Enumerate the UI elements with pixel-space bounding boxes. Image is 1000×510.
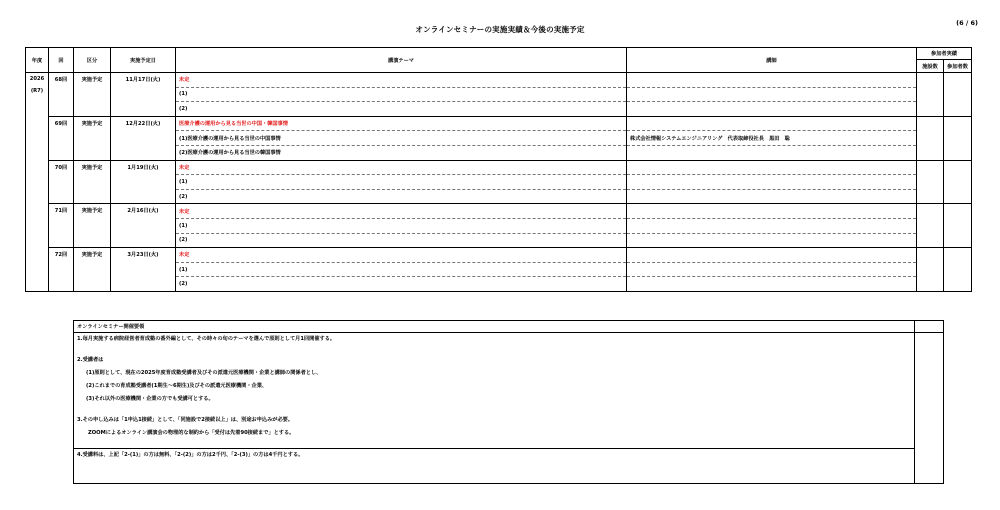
header-year: 年度: [26, 48, 49, 73]
session-category: 実施予定: [74, 73, 111, 117]
facilities-count: [917, 204, 944, 248]
theme-cell: (2): [176, 277, 627, 292]
header-attendance: 参加者実績: [917, 48, 972, 60]
facilities-count: [917, 160, 944, 204]
guideline-item-2-1: (1)原則として、現在の2025年度育成塾受講者及びその派遣元医療機関・企業と講師の関係者とし、: [86, 370, 322, 376]
participants-count: [944, 116, 972, 160]
header-session: 回: [49, 48, 74, 73]
page-title: オンラインセミナーの実施実績＆今後の実施予定: [415, 25, 585, 34]
theme-cell: (2)医療介護の運用から見る当世の韓国事情: [176, 145, 627, 160]
session-date: 12月22日(火): [111, 116, 176, 160]
guideline-item-3: 3.その申し込みは「1申込1接続」として、「同施設で2接続以上」は、別途お申込みが必要。: [77, 417, 294, 423]
theme-cell: (2): [176, 233, 627, 248]
table-row: [26, 248, 972, 263]
theme-cell: 未定: [176, 204, 627, 219]
session-number: 68回: [49, 73, 74, 117]
lecturer-cell: [627, 73, 917, 88]
session-category: 実施予定: [74, 248, 111, 292]
guideline-item-2-3: (3)それ以外の医療機関・企業の方でも受講可とする。: [86, 396, 214, 402]
session-category: 実施予定: [74, 160, 111, 204]
theme-cell: (1): [176, 262, 627, 277]
facilities-count: [917, 248, 944, 292]
session-number: 72回: [49, 248, 74, 292]
table-row: [26, 160, 972, 175]
lecturer-cell: [627, 87, 917, 102]
theme-cell: (1)医療介護の運用から見る当世の中国事情: [176, 131, 627, 146]
lecturer-cell: [627, 145, 917, 160]
header-theme: 講演テーマ: [176, 48, 627, 73]
session-date: 3月23日(火): [111, 248, 176, 292]
facilities-count: [917, 116, 944, 160]
lecturer-cell: [627, 248, 917, 263]
table-row: [26, 116, 972, 131]
lecturer-cell: [627, 116, 917, 131]
guideline-item-1: 1.毎月実施する病院経営者育成塾の番外編として、その時々の旬のテーマを選んで原則として月1回開催する。: [77, 336, 336, 342]
lecturer-cell: [627, 160, 917, 175]
lecturer-cell: [627, 204, 917, 219]
header-date: 実施予定日: [111, 48, 176, 73]
guideline-item-3-note: ZOOMによるオンライン講演会の物理的な制約から「受付は先着90接続まで」とする。: [88, 430, 295, 436]
session-number: 69回: [49, 116, 74, 160]
session-date: 11月17日(火): [111, 73, 176, 117]
page-number: (6 / 6): [956, 19, 978, 27]
theme-cell: 未定: [176, 73, 627, 88]
session-number: 70回: [49, 160, 74, 204]
theme-cell: 未定: [176, 248, 627, 263]
session-category: 実施予定: [74, 116, 111, 160]
session-date: 2月16日(火): [111, 204, 176, 248]
lecturer-cell: [627, 233, 917, 248]
table-row: [26, 204, 972, 219]
header-lecturer: 講師: [627, 48, 917, 73]
facilities-count: [917, 73, 944, 117]
guidelines-body: [74, 333, 915, 484]
year-cell: [26, 73, 49, 292]
participants-count: [944, 204, 972, 248]
session-date: 1月19日(火): [111, 160, 176, 204]
theme-cell: 未定: [176, 160, 627, 175]
header-category: 区分: [74, 48, 111, 73]
lecturer-cell: [627, 175, 917, 190]
theme-cell: (2): [176, 102, 627, 117]
theme-cell: (1): [176, 175, 627, 190]
header-participants: 参加者数: [944, 60, 972, 73]
theme-cell: 医療介護の運用から見る当世の中国・韓国事情: [176, 116, 627, 131]
participants-count: [944, 248, 972, 292]
lecturer-cell: [627, 189, 917, 204]
lecturer-cell: [627, 102, 917, 117]
lecturer-cell: [627, 218, 917, 233]
header-facilities: 施設数: [917, 60, 944, 73]
guidelines-heading: オンラインセミナー開催要領: [74, 321, 915, 333]
table-row: [26, 73, 972, 88]
theme-cell: (2): [176, 189, 627, 204]
lecturer-cell: 株式会社情報システムエンジニアリング 代表取締役社長 黒田 聡: [627, 131, 917, 146]
guideline-item-4: 4.受講料は、上記「2-(1)」の方は無料、「2-(2)」の方は2千円、「2-(3)」の方は4千円とする。: [74, 448, 914, 462]
session-category: 実施予定: [74, 204, 111, 248]
year-label: 2026: [29, 76, 45, 82]
guideline-item-2: 2.受講者は: [77, 357, 104, 363]
session-number: 71回: [49, 204, 74, 248]
schedule-table: [25, 47, 972, 292]
participants-count: [944, 73, 972, 117]
lecturer-cell: [627, 262, 917, 277]
year-sub: (R7): [30, 88, 44, 94]
theme-cell: (1): [176, 218, 627, 233]
guideline-item-2-2: (2)これまでの育成塾受講者(1期生～6期生)及びその派遣元医療機関・企業、: [86, 383, 268, 389]
participants-count: [944, 160, 972, 204]
theme-cell: (1): [176, 87, 627, 102]
lecturer-cell: [627, 277, 917, 292]
seminar-guidelines: [73, 320, 944, 484]
